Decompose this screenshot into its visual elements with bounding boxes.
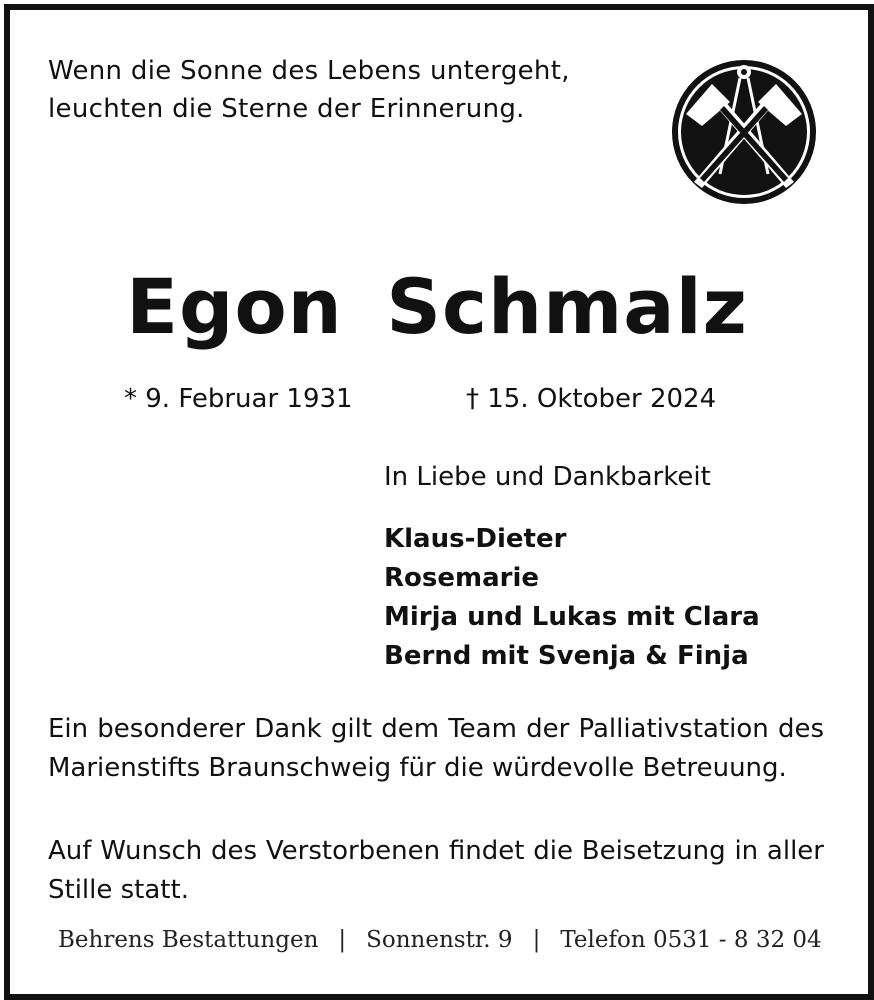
funeral-home-address: Sonnenstr. 9: [366, 927, 513, 953]
mourner-name: Bernd mit Svenja & Finja: [384, 641, 749, 671]
funeral-home-name: Behrens Bestattungen: [58, 927, 319, 953]
burial-paragraph: Auf Wunsch des Verstorbenen findet die Beisetzung in aller Stille statt.: [48, 836, 824, 905]
funeral-home-footer: [58, 924, 822, 956]
mourners-list: [384, 520, 760, 676]
deceased-name: Egon Schmalz: [126, 262, 748, 351]
mourner-name: Klaus-Dieter: [384, 524, 567, 554]
footer-separator: |: [338, 927, 347, 953]
mourner-name: Rosemarie: [384, 563, 539, 593]
footer-separator: |: [532, 927, 541, 953]
roofer-hammers-emblem-icon: [668, 56, 820, 208]
death-date: † 15. Oktober 2024: [466, 384, 717, 414]
quote-line-2: leuchten die Sterne der Erinnerung.: [48, 94, 525, 124]
mourners-intro: In Liebe und Dankbarkeit: [384, 462, 711, 492]
birth-date: * 9. Februar 1931: [124, 384, 353, 414]
quote-line-1: Wenn die Sonne des Lebens untergeht,: [48, 56, 570, 86]
funeral-home-phone: Telefon 0531 - 8 32 04: [560, 927, 822, 953]
thanks-paragraph: Ein besonderer Dank gilt dem Team der Palliativstation des Marienstifts Braunschweig für die würdevolle Betreuung.: [48, 714, 824, 783]
mourner-name: Mirja und Lukas mit Clara: [384, 602, 760, 632]
memorial-quote: [48, 52, 570, 128]
